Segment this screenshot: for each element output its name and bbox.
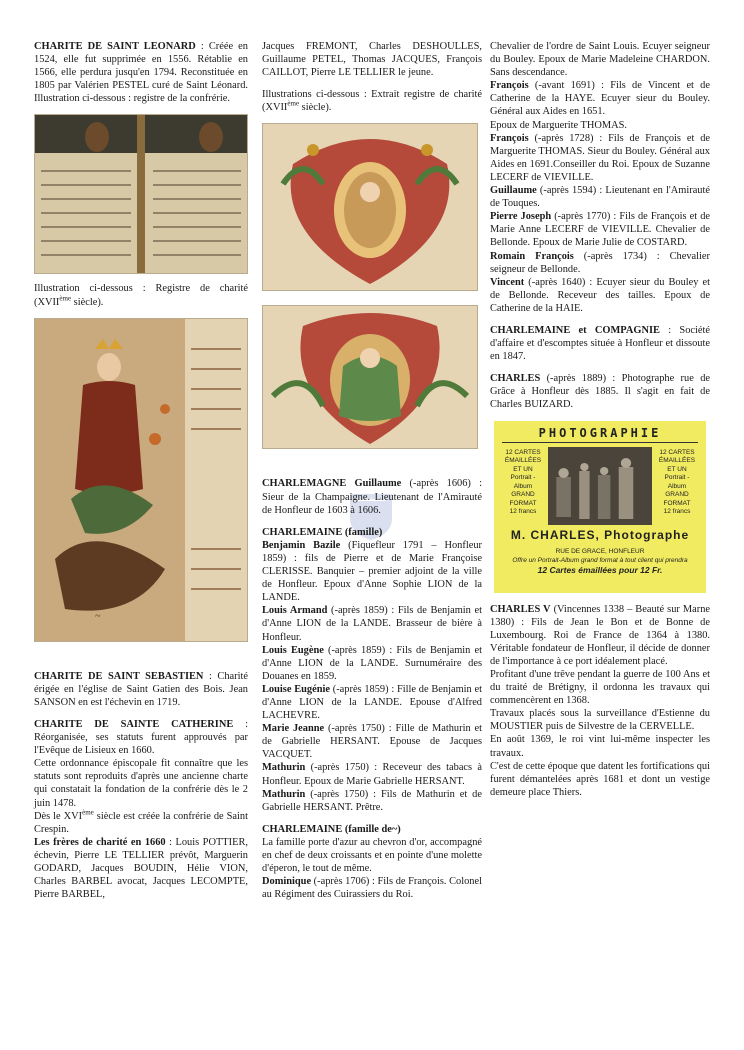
- freres-continued: Jacques FREMONT, Charles DESHOULLES, Guillaume PETEL, Thomas JACQUES, François CAILLOT, Pierre LE TELLIER le jeune.: [262, 41, 482, 79]
- photographie-advertisement: [494, 421, 706, 593]
- entry-marie-jeanne: Marie Jeanne (-après 1750) : Fille de Mathurin et de Gabrielle HERSANT. Epouse de Jacques VACQUET.: [262, 723, 482, 761]
- column-right: [490, 40, 710, 799]
- entry-dominique: Dominique (-après 1706) : Fils de François. Colonel au Régiment des Cuirassiers du Roi.: [262, 876, 482, 901]
- charles-v-travaux: Travaux placés sous la surveillance d'Estienne du MOUSTIER puis de Silvestre de la CERVELLE.: [490, 708, 710, 733]
- entry-romain-francois: Romain François (-après 1734) : Chevalier seigneur de Bellonde.: [490, 250, 710, 275]
- entry-mathurin-2: Mathurin (-après 1750) : Fils de Mathurin et de Gabrielle HERSANT. Prêtre.: [262, 788, 482, 813]
- entry-louise-eugenie: Louise Eugénie (-après 1859) : Fille de Benjamin et d'Anne LION de la LANDE. Epouse d'Alfred LACHEVRE.: [262, 683, 482, 722]
- ad-left-offer: 12 CARTES ÉMAILLÉES ET UN Portrait - Album GRAND FORMAT 12 francs: [504, 448, 542, 516]
- king-manuscript-image: [34, 318, 248, 642]
- ad-address: RUE DE GRACE, HONFLEUR: [555, 547, 645, 555]
- ad-right-offer: 12 CARTES ÉMAILLÉES ET UN Portrait - Album GRAND FORMAT 12 francs: [658, 448, 696, 516]
- ad-offer-line: Offre un Portrait-Album grand format à tout client qui prendra: [512, 556, 688, 564]
- register-illustration-image: [34, 114, 248, 274]
- registre-caption: Illustration ci-dessous : Registre de charité (XVIIème siècle).: [34, 283, 248, 308]
- illustrations-caption: Illustrations ci-dessous : Extrait registre de charité (XVIIème siècle).: [262, 89, 482, 114]
- svg-text:~: ~: [95, 610, 101, 622]
- ad-engraving-image: [548, 447, 652, 525]
- entry-mathurin-1: Mathurin (-après 1750) : Receveur des tabacs à Honfleur. Epoux de Marie Gabrielle HERSANT.: [262, 762, 482, 787]
- dominique-continued: Chevalier de l'ordre de Saint Louis. Ecuyer seigneur du Bouley. Epoux de Marie Madeleine CHARDON. Sans descendance.: [490, 41, 710, 79]
- column-left: [34, 40, 248, 910]
- entry-benjamin-bazile: Benjamin Bazile (Fiquefleur 1791 – Honfleur 1859) : fils de Pierre et de Marie Françoise CLERISSE. Banquier – premier adjoint de la ville de Honfleur. Epoux d'Anne Sophie LION de la LANDE.: [262, 539, 482, 604]
- entry-louis-armand: Louis Armand (-après 1859) : Fils de Benjamin et d'Anne LION de la LANDE. Brasseur de bière à Honfleur.: [262, 605, 482, 643]
- sainte-catherine-charter: Cette ordonnance épiscopale fit connaître que les statuts sont reproduits d'après une ancienne charte qui constatait la fondation de la confrérie dès le 2 juin 1478.: [34, 758, 248, 809]
- saint-crespin-note: Dès le XVIème siècle est créée la confrérie de Saint Crespin.: [34, 808, 248, 835]
- entry-louis-eugene: Louis Eugène (-après 1859) : Fils de Benjamin et d'Anne LION de la LANDE. Surnuméraire des Douanes en 1859.: [262, 644, 482, 682]
- ad-title: PHOTOGRAPHIE: [502, 427, 698, 443]
- charles-v-fortifications: C'est de cette époque que datent les fortifications qui furent démantelées après 1681 et dont un vestige demeure place Thiers.: [490, 760, 710, 798]
- entry-charles-v: CHARLES V (Vincennes 1338 – Beauté sur Marne 1380) : Fils de Jean le Bon et de Bonne de Luxembourg. Roi de France de 1364 à 1380. Véritable fondateur de Honfleur, il décide de donner de l'importance à ce port idéalement placé.: [490, 603, 711, 667]
- ad-price-line: 12 Cartes émaillées pour 12 Fr.: [537, 564, 663, 575]
- entry-saint-leonard: CHARITE DE SAINT LEONARD : Créée en 1524, elle fut supprimée en 1556. Rétablie en 1566, elle perdura jusqu'en 1794. Reconstituée en 1805 par Valérien PESTEL curé de Saint Léonard. Illustration ci-dessous : registre de la confrérie.: [34, 41, 248, 105]
- charles-v-treve: Profitant d'une trêve pendant la guerre de 100 Ans et du traité de Brétigny, il ordonna les travaux qui commencèrent en 1368.: [490, 669, 710, 707]
- entry-vincent: Vincent (-après 1640) : Ecuyer sieur du Bouley et de Bellonde. Receveur des tailles. Epoux de Catherine de la HAIE.: [490, 276, 710, 314]
- saint-medallion-image-1: [262, 123, 478, 291]
- entry-charles-photographe: CHARLES (-après 1889) : Photographe rue de Grâce à Honfleur dès 1885. Il s'agit en fait de Charles BUIZARD.: [490, 373, 710, 411]
- column-middle: [262, 40, 482, 910]
- charles-v-inspection: En août 1369, le roi vint lui-même inspecter les travaux.: [490, 734, 710, 759]
- entry-francois-1: François (-avant 1691) : Fils de Vincent et de Catherine de la HAYE. Ecuyer sieur du Bouley. Général aux Aides en 1651.: [490, 80, 710, 118]
- entry-sainte-catherine: CHARITE DE SAINTE CATHERINE : Réorganisée, ses statuts furent approuvés par l'Evêque de Lisieux en 1660.: [34, 718, 248, 757]
- saint-medallion-image-2: [262, 305, 478, 449]
- section-charlemaine-famille: CHARLEMAINE (famille): [262, 526, 383, 538]
- entry-francois-2: François (-après 1728) : Fils de François et de Marguerite THOMAS. Sieur du Bouley. Général aux Aides en 1691.Conseiller du Roi. Epoux de Suzanne LECERF de VIEVILLE.: [490, 132, 710, 183]
- freres-de-charite: Les frères de charité en 1660 : Louis POTTIER, échevin, Pierre LE TELLIER prévôt, Marguerin GODARD, Jacques BOUDIN, Hélie VION, Charles BARBEL avocat, Jacques LECOMPTE, Pierre BARBEL,: [34, 836, 248, 901]
- famille-de-blazon: La famille porte d'azur au chevron d'or, accompagné en chef de deux croissants et en pointe d'une molette d'éperon, le tout de même.: [262, 836, 482, 875]
- ad-photographer-name: M. CHARLES, Photographe: [510, 527, 690, 542]
- section-charlemaine-famille-de: CHARLEMAINE (famille de~): [262, 823, 401, 835]
- francois-1-spouse: Epoux de Marguerite THOMAS.: [490, 119, 627, 131]
- entry-charlemagne-guillaume: CHARLEMAGNE Guillaume (-après 1606) : Sieur de la Champaigne. Lieutenant de l'Amirauté de Honfleur de 1603 à 1606.: [262, 478, 482, 516]
- entry-charlemaine-compagnie: CHARLEMAINE et COMPAGNIE : Société d'affaire et d'escomptes située à Honfleur et dissoute en 1847.: [490, 324, 710, 363]
- entry-guillaume: Guillaume (-après 1594) : Lieutenant en l'Amirauté de Touques.: [490, 185, 710, 210]
- entry-saint-sebastien: CHARITE DE SAINT SEBASTIEN : Charité érigée en l'église de Saint Gatien des Bois. Jean SANSON en est l'échevin en 1719.: [34, 670, 248, 708]
- entry-pierre-joseph: Pierre Joseph (-après 1770) : Fils de François et de Marie Anne LECERF de VIEVILLE. Chevalier de Bellonde. Epoux de Marie Julie de COSTARD.: [490, 211, 710, 249]
